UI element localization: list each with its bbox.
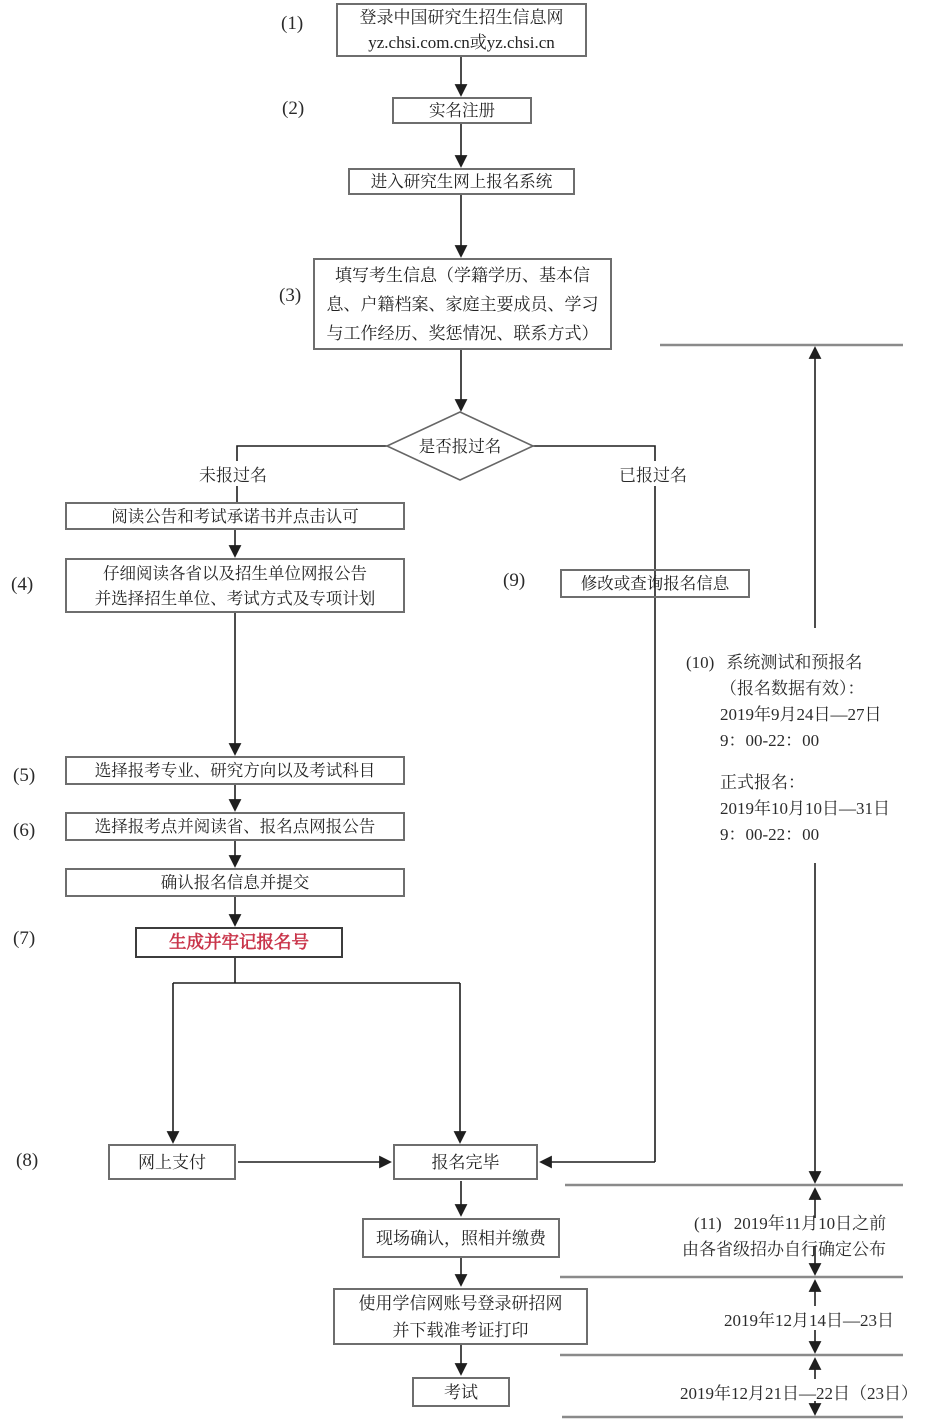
step-label-4: (4)	[11, 574, 34, 595]
node-enter-system	[348, 168, 575, 195]
node-exam	[412, 1377, 510, 1407]
step-label-9: (9)	[503, 570, 526, 591]
node-modify-query-text: 修改或查询报名信息	[580, 574, 730, 593]
step-label-8: (8)	[16, 1150, 39, 1171]
node-fill-info-line2: 息、户籍档案、家庭主要成员、学习	[326, 294, 599, 314]
node-choose-major	[65, 756, 405, 785]
annotation-download-window: 2019年12月14日—23日	[724, 1311, 894, 1330]
step-label-1: (1)	[281, 13, 304, 34]
annotation-step10-line1	[686, 650, 918, 676]
node-onsite-confirm-text: 现场确认，照相并缴费	[376, 1228, 546, 1248]
annotation-exam-window: 2019年12月21日—22日（23日）	[680, 1384, 918, 1403]
node-register	[392, 97, 532, 124]
step-label-6: (6)	[13, 820, 36, 841]
step-label-3: (3)	[279, 285, 302, 306]
node-read-notice-text: 阅读公告和考试承诺书并点击认可	[111, 506, 359, 526]
step-label-11: (11)	[694, 1214, 722, 1233]
node-choose-major-text: 选择报考专业、研究方向以及考试科目	[94, 761, 376, 780]
annotation-step10-line4: 9：00-22：00	[720, 731, 820, 750]
annotation-step11-date: 2019年11月10日之前	[733, 1214, 887, 1233]
line-branch-yes	[530, 446, 655, 1162]
node-pay-online	[108, 1144, 236, 1180]
annotation-step11-line2: 由各省级招办自行确定公布	[682, 1240, 886, 1259]
node-confirm-submit-text: 确认报名信息并提交	[160, 873, 310, 892]
node-download-print-line1: 使用学信网账号登录研招网	[358, 1293, 563, 1313]
step-label-2: (2)	[282, 98, 305, 119]
node-fill-info-line1: 填写考生信息（学籍学历、基本信	[335, 265, 590, 285]
node-register-text: 实名注册	[429, 101, 495, 120]
node-login-line2: yz.chsi.com.cn或yz.chsi.cn	[368, 33, 555, 52]
node-pay-online-text: 网上支付	[138, 1152, 206, 1172]
annotation-step10-line3: 2019年9月24日—27日	[720, 705, 882, 724]
step-label-7: (7)	[13, 928, 36, 949]
annotation-step10-line2: （报名数据有效）：	[720, 679, 865, 698]
annotation-step11-line1	[682, 1211, 932, 1237]
node-complete	[393, 1144, 538, 1180]
annotation-step10-line6: 2019年10月10日—31日	[720, 799, 890, 818]
step-label-10: (10)	[686, 653, 715, 672]
node-login	[336, 3, 587, 57]
branch-label-yes: 已报过名	[616, 461, 690, 486]
step-label-5: (5)	[13, 765, 36, 786]
annotation-step11	[682, 1211, 932, 1263]
node-enter-system-text: 进入研究生网上报名系统	[370, 172, 553, 191]
node-modify-query	[560, 569, 750, 598]
node-complete-text: 报名完毕	[431, 1152, 500, 1172]
node-login-line1: 登录中国研究生招生信息网	[359, 8, 564, 27]
node-choose-site-text: 选择报考点并阅读省、报名点网报公告	[94, 817, 376, 836]
node-onsite-confirm	[362, 1218, 560, 1258]
annotation-step10-line7: 9：00-22：00	[720, 825, 820, 844]
node-fill-info	[313, 258, 612, 350]
node-generate-id-text: 生成并牢记报名号	[169, 932, 309, 952]
node-exam-text: 考试	[444, 1382, 478, 1402]
node-confirm-submit	[65, 868, 405, 897]
node-download-print-line2: 并下载准考证打印	[392, 1320, 529, 1340]
node-generate-id	[135, 927, 343, 958]
branch-label-no: 未报过名	[196, 461, 270, 486]
decision-label: 是否报过名	[418, 437, 502, 456]
annotation-step10-title: 系统测试和预报名	[726, 653, 863, 672]
node-read-notice	[65, 502, 405, 530]
node-read-province-line2: 并选择招生单位、考试方式及专项计划	[94, 588, 376, 608]
node-download-print	[333, 1288, 588, 1345]
annotation-step10-line5: 正式报名：	[720, 773, 805, 792]
node-read-province-line1: 仔细阅读各省以及招生单位网报公告	[103, 563, 367, 583]
node-choose-site	[65, 812, 405, 841]
annotation-step10	[686, 650, 918, 848]
node-fill-info-line3: 与工作经历、奖惩情况、联系方式）	[326, 323, 599, 343]
node-read-province	[65, 558, 405, 613]
